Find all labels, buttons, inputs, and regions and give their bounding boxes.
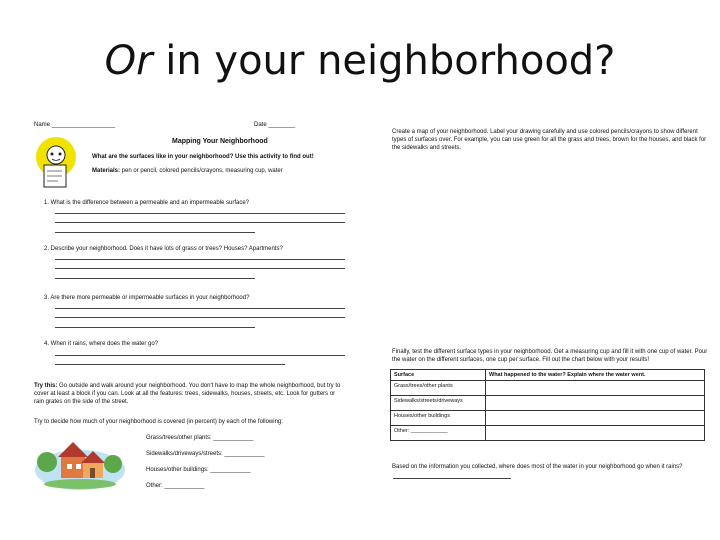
answer-line	[55, 355, 345, 356]
answer-line	[55, 259, 345, 260]
title-emphasis: Or	[104, 38, 153, 84]
title-rest: in your neighborhood?	[152, 38, 616, 84]
answer-line	[393, 478, 511, 479]
table-row	[391, 426, 705, 441]
answer-line	[55, 364, 285, 365]
table-row	[391, 411, 705, 426]
table-cell	[486, 426, 705, 441]
name-label: Name ___________________	[34, 122, 116, 128]
answer-line	[55, 327, 255, 328]
answer-line	[55, 213, 345, 214]
materials-text: pen or pencil, colored pencils/crayons, measuring cup, water	[120, 168, 283, 174]
houses-clipart-icon	[33, 432, 128, 494]
coverage-item: Houses/other buildings: ____________	[146, 467, 251, 473]
materials-line	[92, 167, 342, 175]
final-question: Based on the information you collected, where does most of the water in your neighborhood go when it rains?	[392, 464, 683, 470]
table-cell: Other: ____________	[391, 426, 486, 441]
table-row	[391, 381, 705, 396]
table-cell: Grass/trees/other plants	[391, 381, 486, 396]
table-header-row	[391, 370, 705, 381]
try-text: Go outside and walk around your neighborhood. You don't have to map the whole neighborhood, but try to cover at least a block if you can. Look at all the features: trees, sidewalks, houses, streets, etc. Look for gutters or rain grates on the side of the street.	[34, 383, 341, 406]
answer-line	[55, 317, 345, 318]
question-1: 1. What is the difference between a permeable and an impermeable surface?	[44, 200, 250, 206]
table-cell	[486, 381, 705, 396]
table-cell: Sidewalks/streets/driveways	[391, 396, 486, 411]
table-header: Surface	[391, 370, 486, 381]
coverage-item: Other: ____________	[146, 483, 205, 489]
coverage-item: Sidewalks/driveways/streets: ____________	[146, 451, 265, 457]
answer-line	[55, 232, 255, 233]
results-table	[390, 369, 705, 441]
question-4: 4. When it rains, where does the water go?	[44, 341, 159, 347]
question-2: 2. Describe your neighborhood. Does it have lots of grass or trees? Houses? Apartments?	[44, 246, 283, 252]
date-label: Date ________	[254, 122, 296, 128]
table-cell: Houses/other buildings	[391, 411, 486, 426]
table-cell	[486, 411, 705, 426]
answer-line	[55, 308, 345, 309]
table-cell	[486, 396, 705, 411]
worksheet-heading: Mapping Your Neighborhood	[172, 138, 268, 145]
table-row	[391, 396, 705, 411]
question-3: 3. Are there more permeable or impermeable surfaces in your neighborhood?	[44, 295, 250, 301]
answer-line	[55, 278, 255, 279]
answer-line	[55, 268, 345, 269]
map-instructions: Create a map of your neighborhood. Label your drawing carefully and use colored pencils/crayons to show different types of surfaces over. For example, you can use green for all the grass and trees, brown for the houses, and black for the sidewalks and streets.	[392, 129, 707, 152]
materials-label: Materials:	[92, 168, 121, 174]
try-this-paragraph	[34, 382, 346, 406]
table-header: What happened to the water? Explain where the water went.	[486, 370, 705, 381]
answer-line	[55, 222, 345, 223]
try-label: Try this:	[34, 383, 58, 389]
test-instructions: Finally, test the different surface types in your neighborhood. Get a measuring cup and fill it with one cup of water. Pour the water on the different surfaces, one cup per surface. Fill out the chart below with your results!	[392, 349, 708, 364]
coverage-item: Grass/trees/other plants: ____________	[146, 435, 254, 441]
scientist-clipart-icon	[28, 133, 86, 191]
decide-text: Try to decide how much of your neighborhood is covered (in percent) by each of the following:	[34, 419, 283, 425]
intro-text: What are the surfaces like in your neighborhood? Use this activity to find out!	[92, 154, 314, 160]
slide-title	[0, 38, 720, 84]
